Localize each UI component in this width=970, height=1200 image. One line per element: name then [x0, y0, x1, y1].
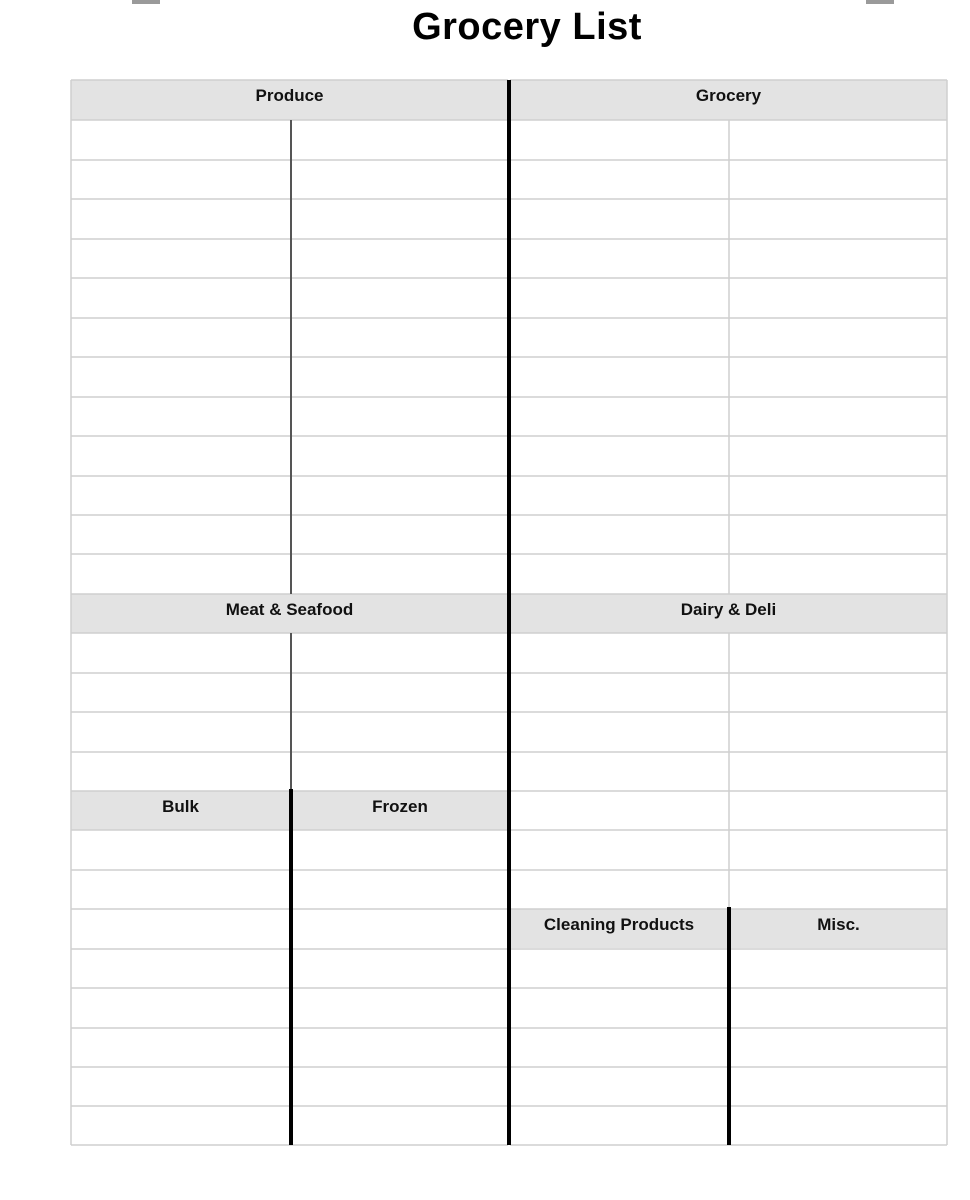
dairy-deli-header: Dairy & Deli: [680, 600, 777, 619]
produce-header: Produce: [255, 86, 324, 105]
misc-header: Misc.: [817, 915, 860, 934]
cleaning-products-header: Cleaning Products: [543, 915, 695, 934]
frozen-header: Frozen: [372, 797, 428, 816]
page-title: Grocery List: [412, 6, 642, 48]
bulk-header: Bulk: [162, 797, 199, 816]
grocery-header: Grocery: [695, 86, 762, 105]
meat-seafood-header: Meat & Seafood: [225, 600, 354, 619]
